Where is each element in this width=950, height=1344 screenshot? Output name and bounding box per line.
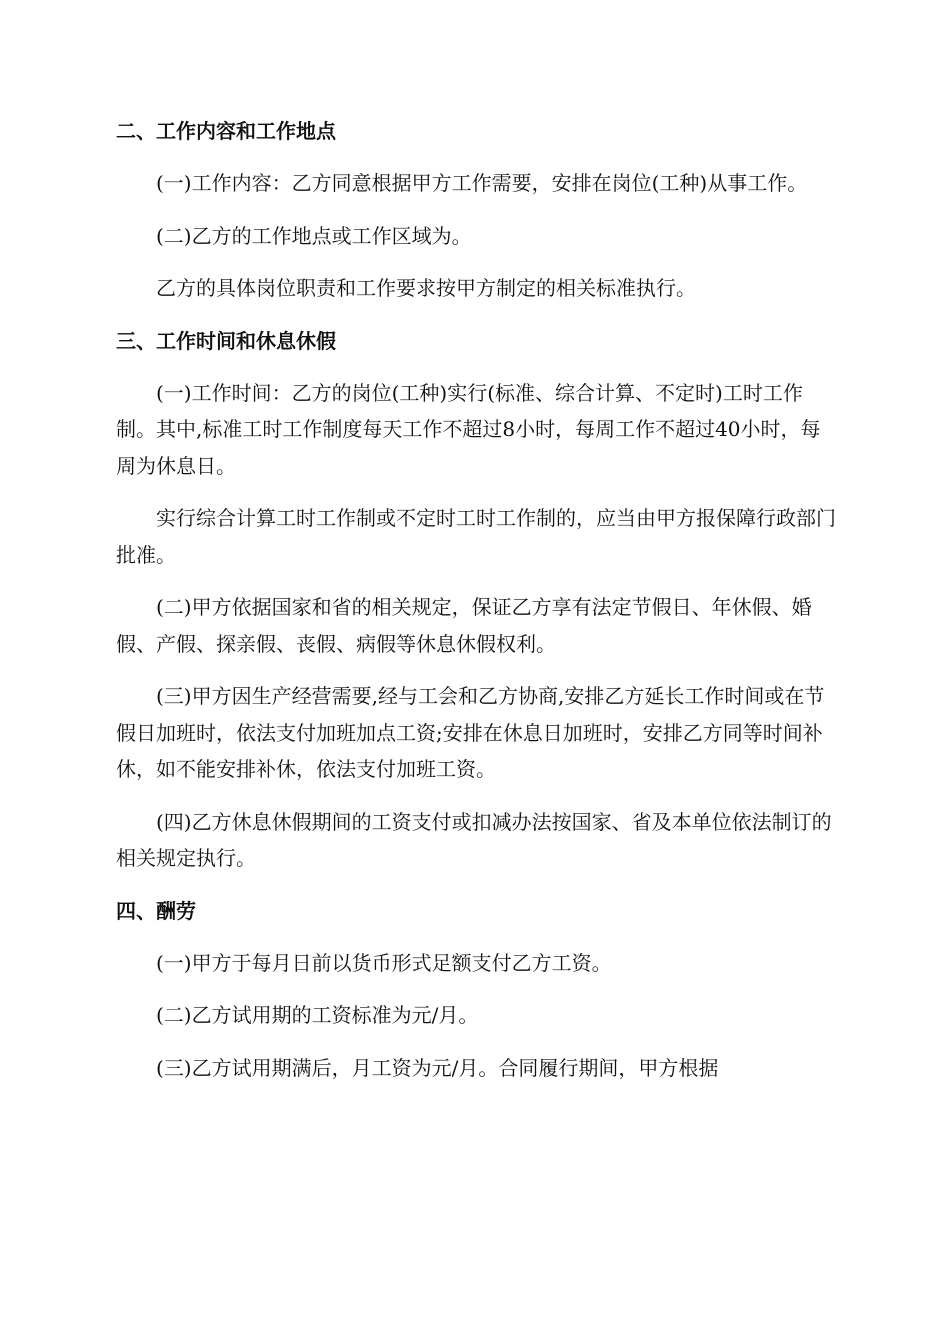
paragraph: (二)乙方的工作地点或工作区域为。 [156,223,472,248]
paragraph: (二)甲方依据国家和省的相关规定，保证乙方享有法定节假日、年休假、婚假、产假、探亲假、丧假、病假等休息休假权利。 [116,595,812,656]
section-heading-work-hours: 三、工作时间和休息休假 [116,328,336,353]
paragraph: (二)乙方试用期的工资标准为元/月。 [156,1003,479,1027]
section-heading-remuneration: 四、酬劳 [116,898,196,923]
paragraph: (三)乙方试用期满后，月工资为元/月。合同履行期间，甲方根据 [156,1055,719,1080]
paragraph: (三)甲方因生产经营需要,经与工会和乙方协商,安排乙方延长工作时间或在节假日加班时，依法支付加班加点工资;安排在休息日加班时，安排乙方同等时间补休，如不能安排补休，依法支付加班工资。 [116,684,825,781]
paragraph: (一)工作时间：乙方的岗位(工种)实行(标准、综合计算、不定时)工时工作制。其中,标准工时工作制度每天工作不超过8小时，每周工作不超过40小时，每周为休息日。 [116,380,821,478]
paragraph: (一)工作内容：乙方同意根据甲方工作需要，安排在岗位(工种)从事工作。 [156,171,808,195]
paragraph: (四)乙方休息休假期间的工资支付或扣减办法按国家、省及本单位依法制订的相关规定执行。 [116,809,832,870]
paragraph: (一)甲方于每月日前以货币形式足额支付乙方工资。 [156,950,612,975]
document-body [116,113,836,1102]
paragraph: 实行综合计算工时工作制或不定时工时工作制的，应当由甲方报保障行政部门批准。 [116,506,836,567]
section-heading-work-content: 二、工作内容和工作地点 [116,119,336,143]
paragraph: 乙方的具体岗位职责和工作要求按甲方制定的相关标准执行。 [156,276,696,300]
